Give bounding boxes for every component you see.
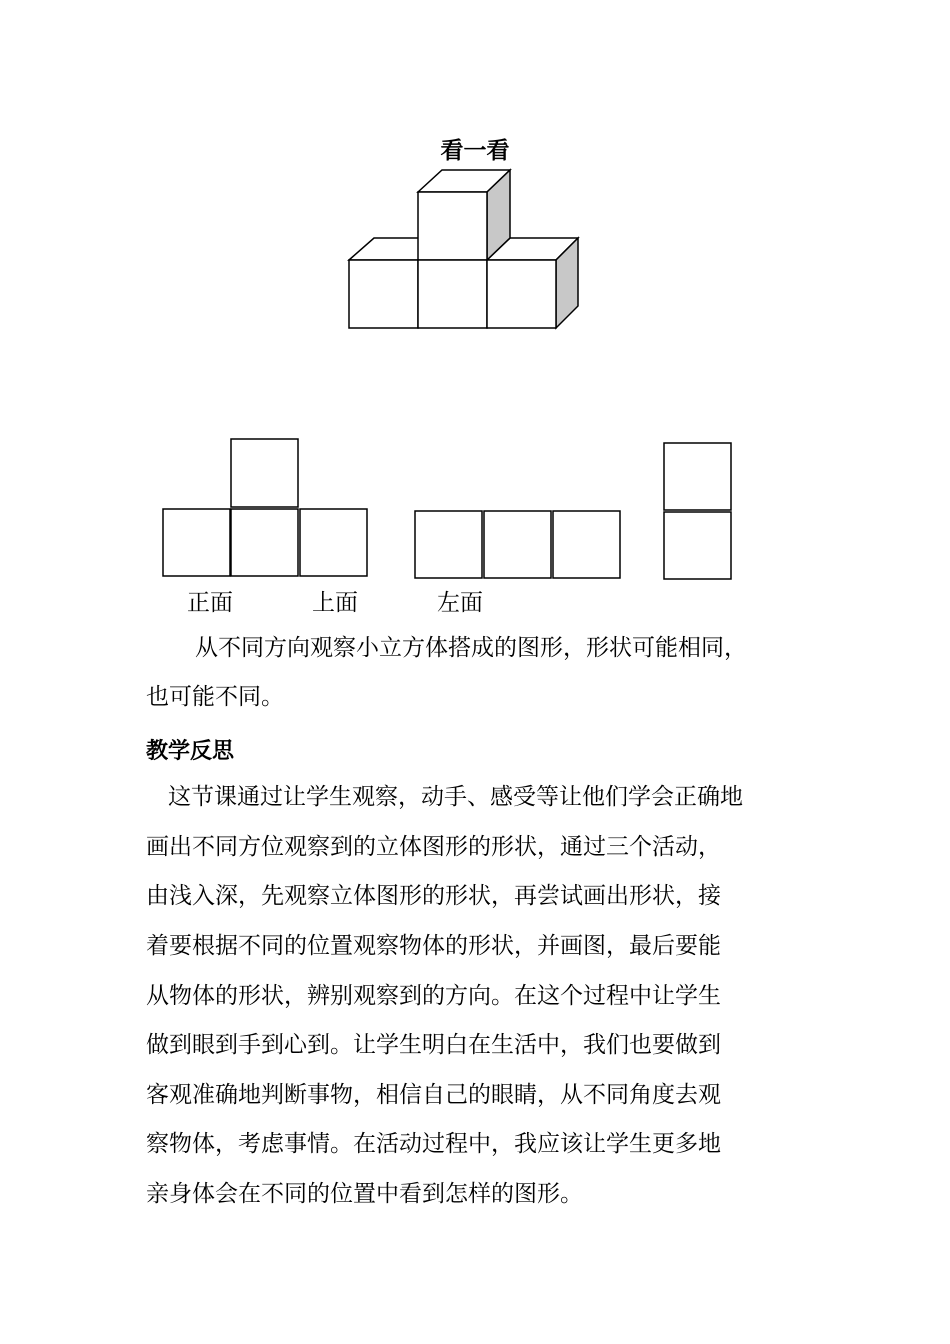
reflection-line: 客观准确地判断事物，相信自己的眼睛，从不同角度去观	[146, 1082, 721, 1108]
top-view-square	[484, 511, 551, 578]
reflection-line: 做到眼到手到心到。让学生明白在生活中，我们也要做到	[146, 1032, 721, 1058]
reflection-line: 画出不同方位观察到的立体图形的形状，通过三个活动，	[146, 834, 721, 860]
top-view-label: 上面	[312, 590, 358, 616]
front-view-square	[231, 439, 298, 507]
cube-right-front-face	[487, 260, 556, 328]
page-title: 看一看	[440, 138, 510, 164]
front-view-square	[300, 509, 367, 576]
left-view-label: 左面	[437, 590, 483, 616]
reflection-line: 这节课通过让学生观察，动手、感受等让他们学会正确地	[168, 784, 743, 810]
front-view-label: 正面	[187, 590, 233, 616]
left-view-square	[664, 512, 731, 579]
front-view-figure	[163, 439, 367, 576]
reflection-line: 从物体的形状，辨别观察到的方向。在这个过程中让学生	[146, 983, 721, 1009]
reflection-line: 察物体，考虑事情。在活动过程中，我应该让学生更多地	[146, 1131, 721, 1157]
reflection-line: 由浅入深，先观察立体图形的形状，再尝试画出形状，接	[146, 883, 721, 909]
summary-line-2: 也可能不同。	[146, 684, 284, 710]
cube-top-front-face	[418, 192, 487, 260]
top-view-square	[415, 511, 482, 578]
front-view-square	[231, 509, 298, 576]
cube-arrangement-figure	[0, 0, 950, 600]
reflection-heading: 教学反思	[146, 739, 235, 764]
cube-middle-front-face	[418, 260, 487, 328]
reflection-line: 着要根据不同的位置观察物体的形状，并画图，最后要能	[146, 933, 721, 959]
top-view-figure	[415, 511, 620, 578]
left-view-square	[664, 443, 731, 510]
left-view-figure	[664, 443, 731, 579]
top-view-square	[553, 511, 620, 578]
cube-left-front-face	[349, 260, 418, 328]
summary-line-1: 从不同方向观察小立方体搭成的图形，形状可能相同，	[195, 635, 747, 661]
front-view-square	[163, 509, 230, 576]
reflection-line: 亲身体会在不同的位置中看到怎样的图形。	[146, 1181, 583, 1207]
